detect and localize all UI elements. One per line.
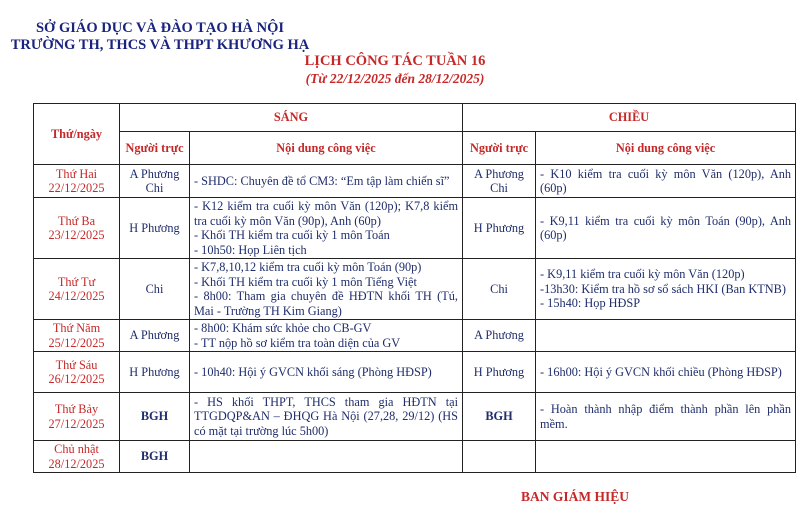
am-duty-cell bbox=[120, 259, 190, 320]
schedule-table bbox=[33, 103, 796, 473]
table-row bbox=[34, 393, 796, 441]
date-label: 23/12/2025 bbox=[48, 228, 105, 242]
am-duty-cell bbox=[120, 165, 190, 198]
am-duty-cell-line: H Phương bbox=[129, 364, 180, 379]
pm-content-cell-line: - 16h00: Hội ý GVCN khối chiều (Phòng HĐSP) bbox=[540, 364, 782, 379]
date-label: 22/12/2025 bbox=[48, 181, 105, 195]
weekday-label: Thứ Bảy bbox=[54, 402, 99, 416]
date-label: 26/12/2025 bbox=[48, 372, 105, 386]
pm-content-cell-line: - K9,11 kiểm tra cuối kỳ môn Toán (90p), Anh (60p) bbox=[540, 213, 792, 242]
pm-content-cell-line: - K9,11 kiểm tra cuối kỳ môn Văn (120p) bbox=[540, 267, 745, 282]
date-label: 24/12/2025 bbox=[48, 289, 105, 303]
pm-duty-cell-line: H Phương bbox=[473, 364, 525, 379]
col-header-day: Thứ/ngày bbox=[34, 104, 120, 165]
am-content-cell bbox=[190, 198, 463, 259]
signature-block: BAN GIÁM HIỆU bbox=[520, 489, 629, 504]
am-content-cell-line: - Khối TH kiểm tra cuối kỳ 1 môn Tiếng Việt bbox=[194, 274, 417, 289]
am-content-cell-line: - Khối TH kiểm tra cuối kỳ 1 môn Toán bbox=[194, 228, 390, 242]
col-header-am-duty: Người trực bbox=[120, 132, 190, 165]
date-label: 27/12/2025 bbox=[48, 416, 105, 431]
department-name: SỞ GIÁO DỤC VÀ ĐÀO TẠO HÀ NỘI bbox=[35, 20, 284, 36]
col-header-pm-content: Nội dung công việc bbox=[536, 132, 796, 165]
am-content-cell bbox=[190, 352, 463, 393]
pm-duty-cell bbox=[463, 393, 536, 441]
am-duty-cell-line: Chi bbox=[145, 281, 164, 296]
pm-duty-cell-line: A Phương bbox=[474, 166, 524, 181]
am-content-cell-line: - HS khối THPT, THCS tham gia HĐTN tại TTGDQP&AN – ĐHQG Hà Nội (27,28, 29/12) (HS có mặt tại trường lúc 5h00) bbox=[194, 394, 459, 438]
pm-duty-cell bbox=[463, 198, 536, 259]
am-duty-cell-line: BGH bbox=[140, 409, 169, 424]
am-duty-cell bbox=[120, 393, 190, 441]
schedule-body bbox=[34, 165, 796, 473]
weekday-label: Thứ Tư bbox=[57, 274, 96, 289]
am-content-cell bbox=[190, 393, 463, 441]
pm-content-cell bbox=[536, 393, 796, 441]
school-name: TRƯỜNG TH, THCS VÀ THPT KHƯƠNG HẠ bbox=[10, 37, 310, 53]
day-cell bbox=[34, 352, 120, 393]
am-content-cell bbox=[190, 165, 463, 198]
am-duty-cell-line: Chi bbox=[145, 181, 164, 195]
pm-duty-cell bbox=[463, 320, 536, 352]
day-cell bbox=[34, 320, 120, 352]
day-cell bbox=[34, 259, 120, 320]
table-row bbox=[34, 352, 796, 393]
date-label: 28/12/2025 bbox=[48, 456, 105, 471]
weekday-label: Chủ nhật bbox=[54, 442, 99, 456]
weekday-label: Thứ Sáu bbox=[55, 357, 98, 372]
am-duty-cell bbox=[120, 441, 190, 473]
pm-content-cell-line: - Hoàn thành nhập điểm thành phần lên phần mềm. bbox=[540, 402, 792, 431]
table-row bbox=[34, 259, 796, 320]
am-duty-cell-line: H Phương bbox=[129, 220, 180, 235]
day-cell bbox=[34, 441, 120, 473]
am-content-cell-line: - SHDC: Chuyên đề tổ CM3: “Em tập làm chiến sĩ” bbox=[194, 173, 450, 188]
date-label: 25/12/2025 bbox=[48, 335, 105, 350]
pm-content-cell-line: - K10 kiểm tra cuối kỳ môn Văn (120p), Anh (60p) bbox=[540, 166, 792, 195]
weekday-label: Thứ Hai bbox=[55, 166, 98, 181]
col-header-am-content: Nội dung công việc bbox=[190, 132, 463, 165]
pm-content-cell-line: - 15h40: Họp HĐSP bbox=[540, 296, 641, 311]
am-duty-cell-line: A Phương bbox=[129, 166, 180, 181]
am-duty-cell bbox=[120, 320, 190, 352]
pm-duty-cell-line: A Phương bbox=[474, 328, 524, 343]
am-content-cell-line: - K7,8,10,12 kiểm tra cuối kỳ môn Toán (90p) bbox=[194, 260, 422, 274]
am-content-cell bbox=[190, 259, 463, 320]
pm-duty-cell bbox=[463, 352, 536, 393]
day-cell bbox=[34, 198, 120, 259]
table-row bbox=[34, 198, 796, 259]
table-row bbox=[34, 320, 796, 352]
pm-duty-cell-line: BGH bbox=[485, 409, 513, 424]
weekday-label: Thứ Năm bbox=[52, 321, 101, 335]
am-content-cell-line: - 10h50: Họp Liên tịch bbox=[194, 242, 307, 257]
pm-content-cell bbox=[536, 320, 796, 352]
pm-content-cell bbox=[536, 165, 796, 198]
pm-content-cell-line: -13h30: Kiểm tra hồ sơ sổ sách HKI (Ban KTNB) bbox=[540, 281, 786, 296]
am-duty-cell-line: BGH bbox=[140, 449, 169, 464]
am-content-cell bbox=[190, 320, 463, 352]
am-content-cell bbox=[190, 441, 463, 473]
am-content-cell-line: - TT nộp hồ sơ kiểm tra toàn diện của GV bbox=[194, 335, 401, 350]
am-content-cell-line: - 10h40: Hội ý GVCN khối sáng (Phòng HĐSP) bbox=[194, 364, 432, 379]
pm-content-cell bbox=[536, 198, 796, 259]
col-header-pm-duty: Người trực bbox=[463, 132, 536, 165]
day-cell bbox=[34, 393, 120, 441]
table-row bbox=[34, 441, 796, 473]
schedule-date-range: (Từ 22/12/2025 đến 28/12/2025) bbox=[305, 71, 485, 86]
pm-content-cell bbox=[536, 441, 796, 473]
am-content-cell-line: - 8h00: Khám sức khỏe cho CB-GV bbox=[194, 321, 372, 335]
am-content-cell-line: - 8h00: Tham gia chuyên đề HĐTN khối TH (Tú, Mai - Trường TH Kim Giang) bbox=[194, 289, 459, 318]
am-duty-cell bbox=[120, 352, 190, 393]
pm-duty-cell bbox=[463, 259, 536, 320]
day-cell bbox=[34, 165, 120, 198]
am-content-cell-line: - K12 kiểm tra cuối kỳ môn Văn (120p); K7,8 kiểm tra cuối kỳ môn Văn (90p), Anh (60p) bbox=[194, 199, 459, 228]
pm-content-cell bbox=[536, 352, 796, 393]
pm-duty-cell-line: Chi bbox=[490, 181, 508, 195]
table-row bbox=[34, 165, 796, 198]
am-duty-cell-line: A Phương bbox=[129, 328, 180, 343]
weekday-label: Thứ Ba bbox=[57, 213, 96, 228]
pm-duty-cell-line: H Phương bbox=[473, 220, 525, 235]
col-header-afternoon: CHIỀU bbox=[463, 104, 796, 132]
pm-duty-cell bbox=[463, 441, 536, 473]
col-header-morning: SÁNG bbox=[120, 104, 463, 132]
pm-duty-cell bbox=[463, 165, 536, 198]
pm-content-cell bbox=[536, 259, 796, 320]
am-duty-cell bbox=[120, 198, 190, 259]
schedule-title: LỊCH CÔNG TÁC TUẦN 16 bbox=[304, 53, 486, 69]
pm-duty-cell-line: Chi bbox=[490, 281, 508, 296]
